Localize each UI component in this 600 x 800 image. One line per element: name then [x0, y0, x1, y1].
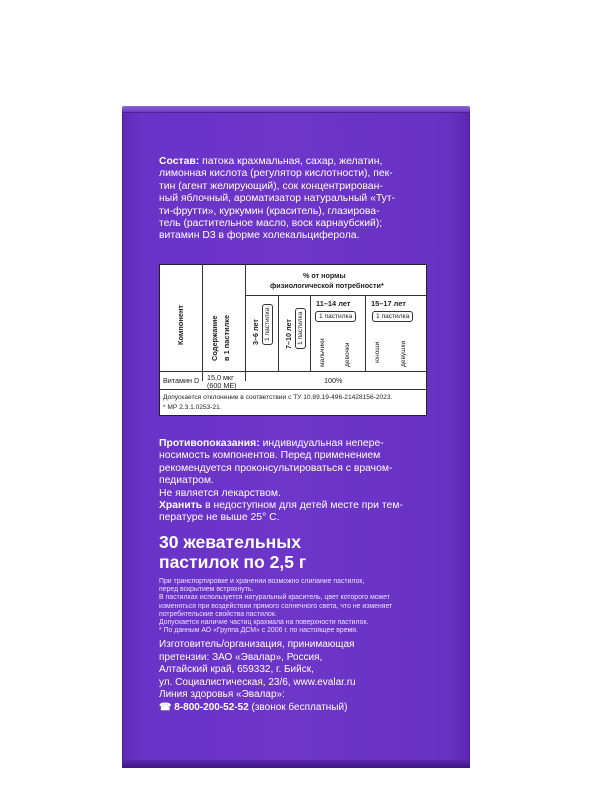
nutrition-table: [159, 264, 427, 416]
manufacturer-line: претензии: ЗАО «Эвалар», Россия,: [159, 651, 323, 663]
note-line: потребительские свойства пастилок.: [159, 610, 277, 618]
storage-line-0-rest: в недоступном для детей месте при тем-: [205, 500, 403, 512]
note-line: При транспортировке и хранении возможно слипание пастилок,: [159, 578, 365, 585]
note-line: изменяться при воздействии прямого солнечного света, что не изменяет: [159, 602, 393, 610]
norm-header-line2: физиологической потребности*: [270, 281, 384, 290]
manufacturer-line: Алтайский край, 659332, г. Бийск,: [159, 664, 314, 676]
contraindications-line: носимость компонентов. Перед применением: [159, 450, 381, 462]
composition-line: витамин D3 в форме холекальциферола.: [159, 230, 360, 242]
sub-girls: девочки: [344, 342, 351, 367]
hotline-note: (звонок бесплатный): [248, 701, 348, 713]
age-15-17: 15–17 лет: [371, 299, 406, 308]
not-medicine-line: Не является лекарством.: [159, 487, 281, 499]
notes-text: [159, 578, 392, 635]
storage-label: Хранить: [159, 500, 203, 512]
age-7-10: 7–10 лет: [284, 319, 293, 349]
row-vitamin-d-percent: 100%: [324, 376, 343, 385]
pill-badge-11-14: 1 пастилка: [315, 311, 356, 322]
pill-badge-3-6: 1 пастилка: [262, 304, 273, 345]
note-line: перед вскрытием встряхнуть.: [159, 586, 254, 594]
table-footnote-1: Допускается отклонение в соответствии с ТУ 10.89.19-496-21428156-2023.: [163, 394, 393, 401]
storage-line: пературе не выше 25° С.: [159, 512, 280, 524]
composition-line: лимонная кислота (регулятор кислотности), пек-: [159, 168, 393, 180]
manufacturer-line: Изготовитель/организация, принимающая: [159, 639, 355, 650]
box-bottom-edge: [122, 760, 470, 768]
note-line: В пастилках используется натуральный краситель, цвет которого может: [159, 594, 390, 602]
row-vitamin-d-amount-2: (600 МЕ): [207, 381, 237, 390]
pill-badge-7-10: 1 пастилка: [295, 308, 306, 349]
norm-header-line1: % от нормы: [303, 271, 346, 280]
col-component-header: Компонент: [176, 304, 185, 345]
hotline-phone: ☎ 8-800-200-52-52: [159, 701, 249, 713]
age-11-14: 11–14 лет: [316, 299, 351, 308]
contraindications-line-0-rest: индивидуальная непере-: [262, 438, 384, 449]
col-content-header-2: в 1 пастилке: [222, 314, 231, 361]
composition-line: тин (агент желирующий), сок концентрирован-: [159, 180, 383, 192]
contraindications-line: педиатром.: [159, 475, 214, 487]
headline-line2: пастилок по 2,5 г: [159, 552, 307, 572]
headline: [159, 532, 306, 572]
col-content-header-1: Содержание: [210, 315, 219, 361]
manufacturer-text: [159, 639, 356, 715]
manufacturer-line: Линия здоровья «Эвалар»:: [159, 689, 285, 701]
row-vitamin-d-amount-1: 15,0 мкг: [207, 373, 234, 382]
table-footnote-2: * МР 2.3.1.0253-21.: [163, 404, 222, 411]
composition-text: [159, 156, 395, 243]
sub-youths: юноши: [374, 341, 381, 363]
manufacturer-line: ул. Социалистическая, 23/6, www.evalar.ru: [159, 676, 356, 688]
contraindications-text: [159, 438, 403, 525]
note-line: * По данным АО «Группа ДСМ» с 2006 г. по настоящее время.: [159, 627, 358, 635]
note-line: Допускается наличие частиц крахмала на поверхности пастилок.: [159, 619, 369, 627]
composition-line: ный яблочный, ароматизатор натуральный «Тут-: [159, 193, 396, 205]
composition-line-0-rest: патока крахмальная, сахар, желатин,: [202, 156, 383, 167]
headline-line1: 30 жевательных: [159, 532, 301, 552]
composition-label: Состав:: [159, 156, 200, 167]
contraindications-line: рекомендуется проконсультироваться с врачом-: [159, 462, 393, 474]
age-3-6: 3–6 лет: [251, 319, 260, 345]
contraindications-label: Противопоказания:: [159, 438, 260, 449]
sub-girls-teen: девушки: [400, 340, 407, 367]
pill-badge-15-17: 1 пастилка: [372, 311, 413, 322]
composition-line: тель (растительное масло, воск карнаубский);: [159, 218, 383, 230]
row-vitamin-d-name: Витамин D: [163, 376, 200, 385]
sub-boys: мальчики: [319, 338, 326, 367]
composition-line: ти-фрутти», куркумин (краситель), глазирова-: [159, 205, 380, 217]
